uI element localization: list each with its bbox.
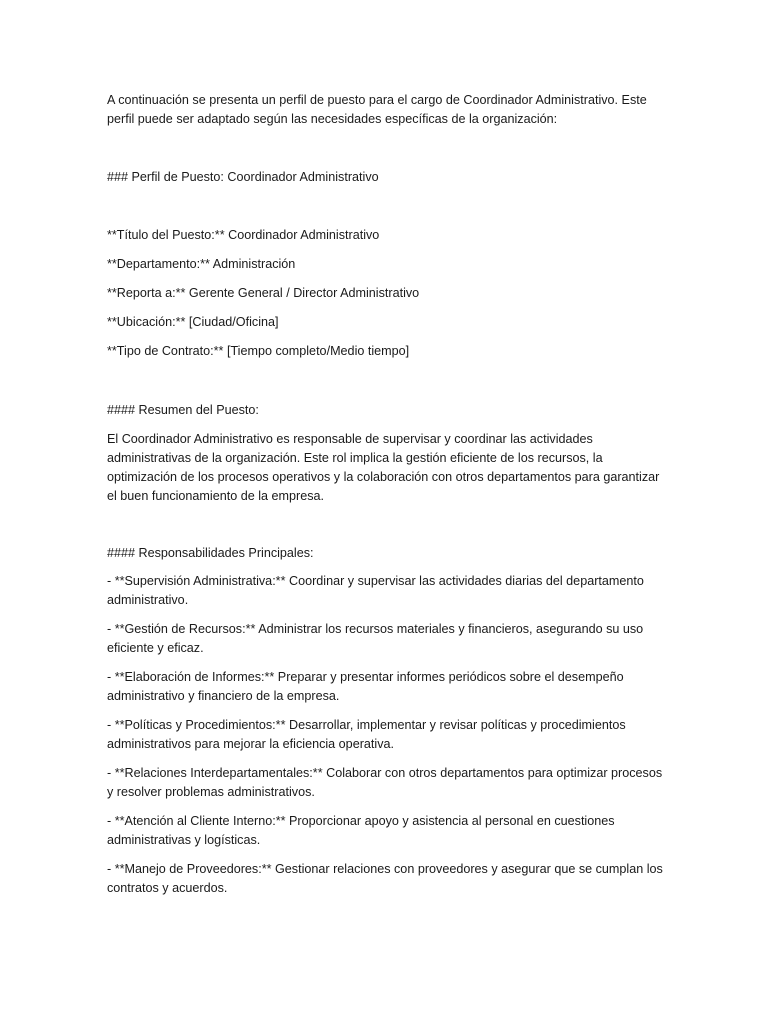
profile-heading: ### Perfil de Puesto: Coordinador Administrativo — [107, 170, 379, 184]
summary-heading: #### Resumen del Puesto: — [107, 403, 259, 417]
list-item: - **Manejo de Proveedores:** Gestionar relaciones con proveedores y asegurar que se cumplan los contratos y acuerdos. — [107, 862, 663, 895]
list-item: - **Gestión de Recursos:** Administrar los recursos materiales y financieros, asegurando su uso eficiente y eficaz. — [107, 622, 644, 655]
field-departamento: **Departamento:** Administración — [107, 257, 296, 271]
list-item: - **Relaciones Interdepartamentales:** Colaborar con otros departamentos para optimizar procesos y resolver problemas administrativos. — [107, 766, 663, 799]
responsibilities-list — [107, 572, 667, 908]
summary-paragraph: El Coordinador Administrativo es responsable de supervisar y coordinar las actividades administrativas de la organización. Este rol implica la gestión eficiente de los recursos, la optimización de los procesos operativos y la colaboración con otros departamentos para garantizar el buen funcionamiento de la empresa. — [107, 432, 660, 503]
intro-paragraph: A continuación se presenta un perfil de puesto para el cargo de Coordinador Administrativo. Este perfil puede ser adaptado según las necesidades específicas de la organización: — [107, 93, 647, 126]
field-reporta: **Reporta a:** Gerente General / Director Administrativo — [107, 286, 420, 300]
list-item: - **Elaboración de Informes:** Preparar y presentar informes periódicos sobre el desempeño administrativo y financiero de la empresa. — [107, 670, 624, 703]
list-item: - **Atención al Cliente Interno:** Proporcionar apoyo y asistencia al personal en cuestiones administrativas y logísticas. — [107, 814, 615, 847]
field-ubicacion: **Ubicación:** [Ciudad/Oficina] — [107, 315, 279, 329]
field-contrato: **Tipo de Contrato:** [Tiempo completo/Medio tiempo] — [107, 344, 410, 358]
field-titulo: **Título del Puesto:** Coordinador Administrativo — [107, 228, 380, 242]
responsibilities-heading: #### Responsabilidades Principales: — [107, 546, 314, 560]
list-item: - **Políticas y Procedimientos:** Desarrollar, implementar y revisar políticas y procedimientos administrativos para mejorar la eficiencia operativa. — [107, 718, 626, 751]
list-item: - **Supervisión Administrativa:** Coordinar y supervisar las actividades diarias del departamento administrativo. — [107, 574, 644, 607]
